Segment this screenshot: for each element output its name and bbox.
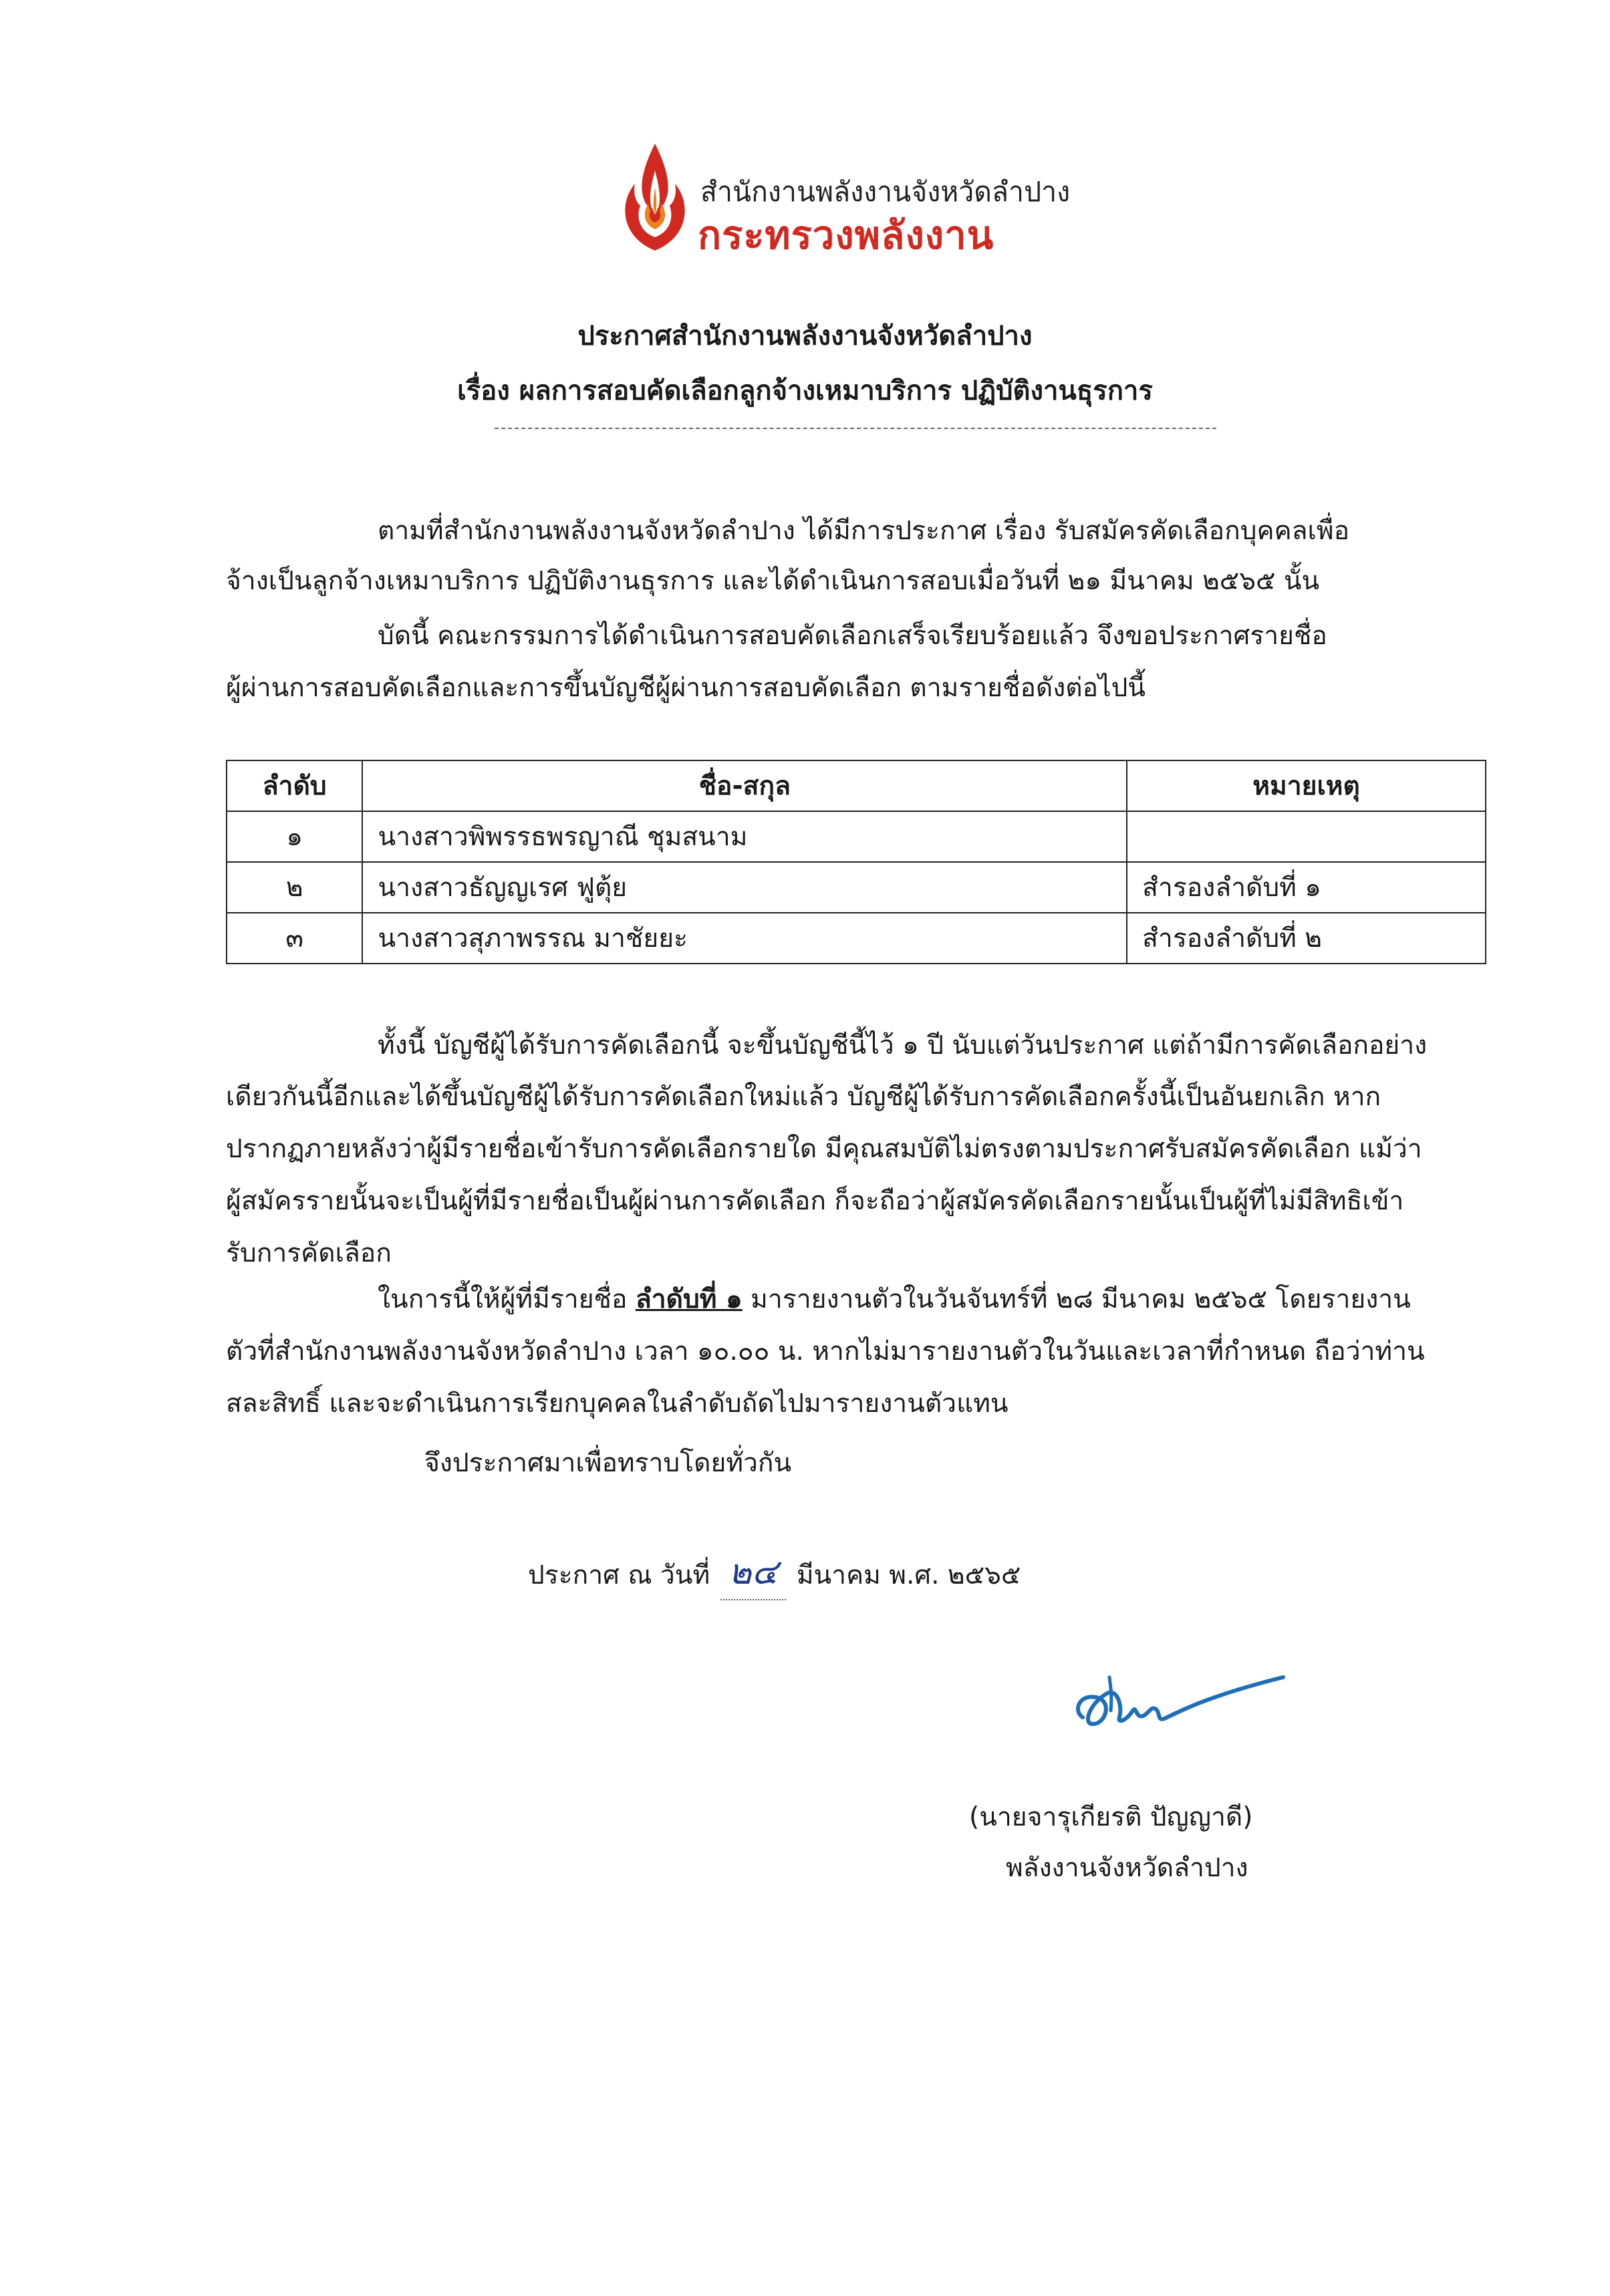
org-name: สำนักงานพลังงานจังหวัดลำปาง: [700, 176, 1071, 208]
body-text: มารายงานตัวในวันจันทร์ที่ ๒๘ มีนาคม ๒๕๖๕ โดยรายงาน: [742, 1284, 1411, 1314]
col-header-name: ชื่อ-สกุล: [362, 760, 1127, 811]
table-row: [227, 811, 1486, 862]
ministry-name: กระทรวงพลังงาน: [698, 212, 994, 258]
table-row: [227, 862, 1486, 913]
row-order: ๒: [227, 862, 362, 913]
col-header-note: หมายเหตุ: [1127, 760, 1486, 811]
announcement-date: [528, 1544, 1021, 1600]
row-order: ๓: [227, 913, 362, 964]
body-line: ปรากฏภายหลังว่าผู้มีรายชื่อเข้ารับการคัดเลือกรายใด มีคุณสมบัติไม่ตรงตามประกาศรับสมัครคัดเลือก แม้ว่า: [226, 1134, 1422, 1164]
announcement-subject: เรื่อง ผลการสอบคัดเลือกลูกจ้างเหมาบริการ ปฏิบัติงานธุรการ: [457, 376, 1153, 406]
body-line: สละสิทธิ์ และจะดำเนินการเรียกบุคคลในลำดับถัดไปมารายงานตัวแทน: [226, 1389, 1009, 1419]
date-day: ๒๔: [720, 1544, 786, 1600]
intro-line: ตามที่สำนักงานพลังงานจังหวัดลำปาง ได้มีการประกาศ เรื่อง รับสมัครคัดเลือกบุคคลเพื่อ: [378, 516, 1349, 546]
title-divider: [495, 428, 1216, 429]
col-header-order: ลำดับ: [227, 760, 362, 811]
table-row: [227, 913, 1486, 964]
results-table: [226, 760, 1486, 964]
handwritten-signature: [1069, 1657, 1290, 1751]
body-line: รับการคัดเลือก: [226, 1238, 392, 1268]
date-suffix: มีนาคม พ.ศ. ๒๕๖๕: [796, 1560, 1021, 1590]
row-name: นางสาวสุภาพรรณ มาชัยยะ: [362, 913, 1127, 964]
row-note: สำรองลำดับที่ ๑: [1127, 862, 1486, 913]
closing-line: จึงประกาศมาเพื่อทราบโดยทั่วกัน: [424, 1448, 792, 1478]
body-line: ตัวที่สำนักงานพลังงานจังหวัดลำปาง เวลา ๑๐.๐๐ น. หากไม่มารายงานตัวในวันและเวลาที่กำหนด ถือว่าท่าน: [226, 1336, 1425, 1367]
body-line: [378, 1280, 1411, 1320]
announcement-title: ประกาศสำนักงานพลังงานจังหวัดลำปาง: [577, 321, 1033, 351]
body-text: ในการนี้ให้ผู้ที่มีรายชื่อ: [378, 1284, 636, 1314]
signatory-position: พลังงานจังหวัดลำปาง: [1006, 1853, 1248, 1883]
intro-line: บัดนี้ คณะกรรมการได้ดำเนินการสอบคัดเลือกเสร็จเรียบร้อยแล้ว จึงขอประกาศรายชื่อ: [378, 621, 1327, 651]
body-line: ผู้สมัครรายนั้นจะเป็นผู้ที่มีรายชื่อเป็นผู้ผ่านการคัดเลือก ก็จะถือว่าผู้สมัครคัดเลือกรายนั้นเป็นผู้ที่ไม่มีสิทธิเข้า: [226, 1186, 1404, 1216]
row-note: สำรองลำดับที่ ๒: [1127, 913, 1486, 964]
row-name: นางสาวพิพรรธพรญาณี ชุมสนาม: [362, 811, 1127, 862]
row-order: ๑: [227, 811, 362, 862]
date-prefix: ประกาศ ณ วันที่: [528, 1560, 710, 1590]
table-header-row: [227, 760, 1486, 811]
row-name: นางสาวธัญญเรศ ฟูตุ้ย: [362, 862, 1127, 913]
intro-line: ผู้ผ่านการสอบคัดเลือกและการขึ้นบัญชีผู้ผ่านการสอบคัดเลือก ตามรายชื่อดังต่อไปนี้: [226, 673, 1146, 703]
body-line: เดียวกันนี้อีกและได้ขึ้นบัญชีผู้ได้รับการคัดเลือกใหม่แล้ว บัญชีผู้ได้รับการคัดเลือกครั้งนี้เป็นอันยกเลิก หาก: [226, 1082, 1381, 1112]
body-line: ทั้งนี้ บัญชีผู้ได้รับการคัดเลือกนี้ จะขึ้นบัญชีนี้ไว้ ๑ ปี นับแต่วันประกาศ แต่ถ้ามีการคัดเลือกอย่าง: [378, 1030, 1428, 1060]
intro-line: จ้างเป็นลูกจ้างเหมาบริการ ปฏิบัติงานธุรการ และได้ดำเนินการสอบเมื่อวันที่ ๒๑ มีนาคม ๒๕๖๕ นั้น: [226, 566, 1320, 596]
highlighted-rank: ลำดับที่ ๑: [635, 1284, 743, 1314]
row-note: [1127, 811, 1486, 862]
flame-emblem-icon: [615, 137, 695, 257]
signatory-name: (นายจารุเกียรติ ปัญญาดี): [969, 1802, 1253, 1832]
ministry-logo: [615, 137, 1150, 264]
